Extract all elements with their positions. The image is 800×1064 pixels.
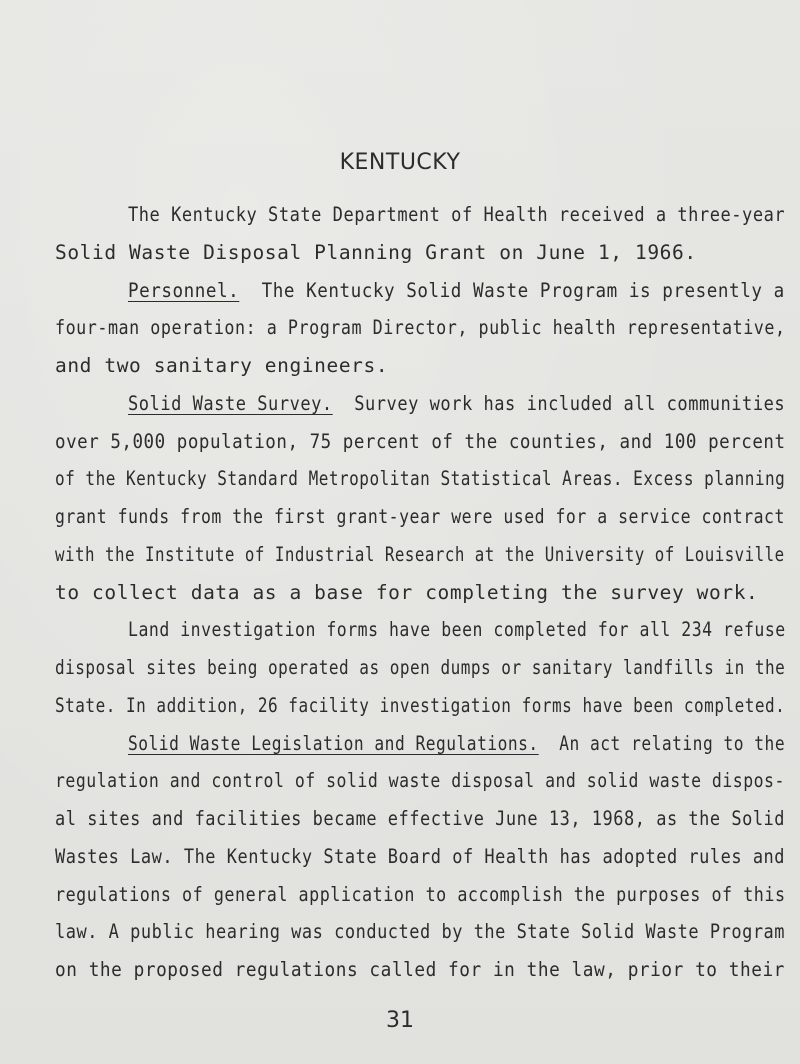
text-line: on the proposed regulations called for in the law, prior to their	[55, 958, 785, 981]
text-line: law. A public hearing was conducted by the State Solid Waste Program	[55, 920, 786, 943]
text-line: regulations of general application to accomplish the purposes of this	[55, 883, 786, 906]
text-line: disposal sites being operated as open dumps or sanitary landfills in the	[55, 656, 786, 679]
text-line-rest: An act relating to the	[538, 732, 786, 755]
text-line-rest: Survey work has included all communities	[332, 392, 786, 415]
text-line: to collect data as a base for completing the survey work.	[55, 581, 759, 604]
page-number: 31	[386, 1008, 414, 1033]
text-line: Solid Waste Disposal Planning Grant on June 1, 1966.	[55, 241, 697, 264]
text-line: over 5,000 population, 75 percent of the counties, and 100 percent	[55, 430, 786, 453]
text-line: of the Kentucky Standard Metropolitan Statistical Areas. Excess planning	[55, 467, 786, 490]
text-line	[128, 734, 785, 754]
text-line-rest: The Kentucky Solid Waste Program is presently a	[239, 279, 785, 302]
text-line: four-man operation: a Program Director, public health representative,	[55, 316, 786, 339]
text-line: with the Institute of Industrial Research at the University of Louisville	[55, 543, 785, 566]
text-line: grant funds from the first grant-year were used for a service contract	[55, 505, 785, 528]
text-line: al sites and facilities became effective June 13, 1968, as the Solid	[55, 807, 786, 830]
section-heading-survey: Solid Waste Survey.	[128, 392, 333, 415]
text-line: The Kentucky State Department of Health received a three-year	[128, 203, 786, 226]
text-line: Wastes Law. The Kentucky State Board of Health has adopted rules and	[55, 845, 786, 868]
text-line: regulation and control of solid waste disposal and solid waste dispos-	[55, 769, 785, 792]
section-heading-personnel: Personnel.	[128, 279, 240, 302]
text-line: State. In addition, 26 facility investigation forms have been completed.	[55, 694, 786, 717]
text-line	[128, 394, 785, 414]
text-line: Land investigation forms have been completed for all 234 refuse	[128, 618, 786, 641]
section-heading-legislation: Solid Waste Legislation and Regulations.	[128, 732, 539, 755]
page-title: KENTUCKY	[339, 150, 461, 175]
text-line	[128, 281, 785, 301]
text-line: and two sanitary engineers.	[55, 354, 389, 377]
